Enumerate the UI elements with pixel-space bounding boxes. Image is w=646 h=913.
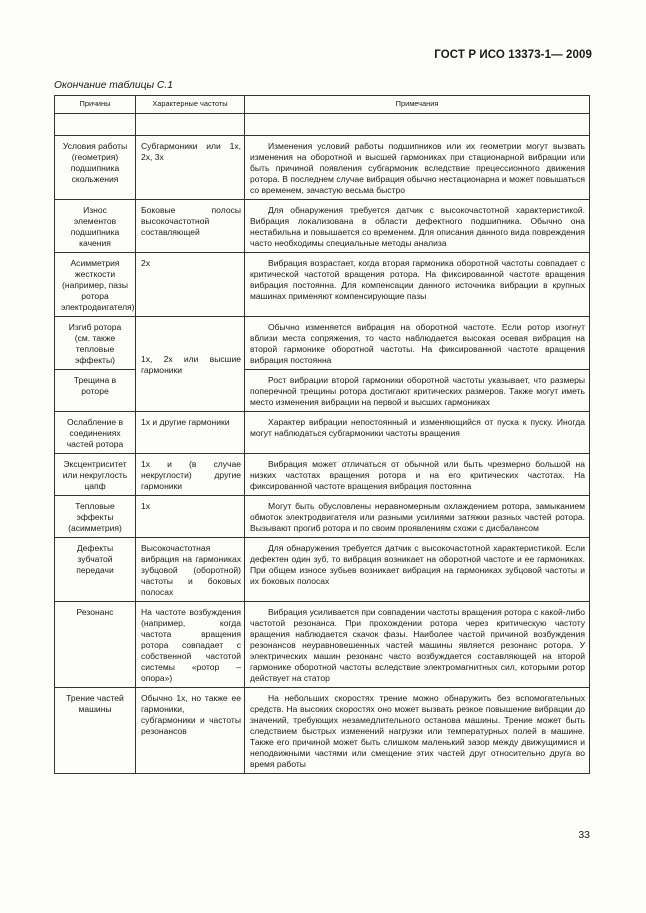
frequency-cell: На частоте возбуждения (например, когда частота вращения ротора совпадает с собственной частотой системы «ротор –опора») [136, 601, 245, 687]
cause-cell: Износ элементов подшипника качения [55, 199, 136, 252]
cause-cell: Тепловые эффекты (асимметрия) [55, 495, 136, 537]
note-cell: Обычно изменяется вибрация на оборотной частоте. Если ротор изогнут вблизи места сопряжения, то часто наблюдается высокая осевая вибрация на второй гармонике оборотной частоты. На фиксированной частоте вращения вибрация постоянна [245, 316, 590, 369]
frequency-cell: 1х и (в случае некруглости) другие гармоники [136, 453, 245, 495]
note-cell: Вибрация усиливается при совпадении частоты вращения ротора с какой-либо частотой резонанса. При прохождении ротора через критическую частоту вращения наблюдается скачок фазы. Наиболее частой причиной возбуждения резонансов неуравновешенных частей машины является резонанс ротора. У электрических машин резонанс часто возбуждается составляющей на второй гармонике оборотной частоты вследствие электромагнитных сил, которыми ротор действует на статор [245, 601, 590, 687]
table-row [55, 135, 590, 199]
table-row [55, 601, 590, 687]
frequency-cell: 2х [136, 252, 245, 316]
column-header-causes: Причины [55, 96, 136, 114]
cause-cell: Эксцентриситет или некруглость цапф [55, 453, 136, 495]
table-caption: Окончание таблицы С.1 [54, 80, 173, 91]
table-row [55, 495, 590, 537]
table-row [55, 453, 590, 495]
frequency-cell: 1х [136, 495, 245, 537]
cause-cell: Трещина в роторе [55, 369, 136, 411]
table-row [55, 252, 590, 316]
note-cell: Для обнаружения требуется датчик с высокочастотной характеристикой. Если дефектен один зуб, то вибрация возникает на оборотной частоте и ее гармониках. При общем износе зубьев возникает вибрация на гармониках зубцовой частоты и их боковых полосах [245, 537, 590, 601]
note-cell: Вибрация может отличаться от обычной или быть чрезмерно большой на низких частотах вращения ротора и на его критических частотах. На фиксированной частоте вращения вибрация постоянна [245, 453, 590, 495]
page-number: 33 [578, 829, 590, 841]
causes-table [54, 95, 590, 774]
table-row [55, 316, 590, 369]
note-cell: Для обнаружения требуется датчик с высокочастотной характеристикой. Вибрация локализована в области дефектного подшипника. Обычно она нестабильна и повышается со временем. Для описания данного вида повреждения часто необходимы специальные методы анализа [245, 199, 590, 252]
frequency-cell: Боковые полосы высокочастотной составляющей [136, 199, 245, 252]
frequency-cell: Субгармоники или 1х, 2х, 3х [136, 135, 245, 199]
cause-cell: Трение частей машины [55, 687, 136, 773]
note-cell: На небольших скоростях трение можно обнаружить без вспомогательных средств. На высоких скоростях оно может вызвать резкое повышение вибрации до значений, требующих незамедлительного останова машины. Трение может быть следствием быстрых изменений нагрузки или температурных полей в машине. Также его причиной может быть слишком маленький зазор между движущимися и неподвижными частями или смещение этих частей друг относительно друга во время работы [245, 687, 590, 773]
note-cell: Изменения условий работы подшипников или их геометрии могут вызвать изменения на оборотной и высшей гармониках при стационарной вибрации или быть причиной появления субгармоник вследствие прецессионного движения ротора. В последнем случае вибрация обычно нестационарна и может повышаться со временем, зачастую весьма быстро [245, 135, 590, 199]
cause-cell: Ослабление в соединениях частей ротора [55, 411, 136, 453]
table-row [55, 411, 590, 453]
note-cell: Характер вибрации непостоянный и изменяющийся от пуска к пуску. Иногда могут наблюдаться субгармоники частоты вращения [245, 411, 590, 453]
cause-cell: Условия работы (геометрия) подшипника скольжения [55, 135, 136, 199]
table-header-spacer [55, 113, 590, 135]
table-row [55, 687, 590, 773]
frequency-cell: Обычно 1х, но также ее гармоники, субгармоники и частоты резонансов [136, 687, 245, 773]
document-header: ГОСТ Р ИСО 13373-1— 2009 [434, 49, 592, 61]
cause-cell: Асимметрия жесткости (например, пазы ротора электродвигателя) [55, 252, 136, 316]
table-row [55, 199, 590, 252]
table-header-row [55, 96, 590, 114]
frequency-cell: Высокочастотная вибрация на гармониках зубцовой (оборотной) частоты и боковых полосах [136, 537, 245, 601]
frequency-cell: 1х, 2х или высшие гармоники [136, 316, 245, 411]
note-cell: Могут быть обусловлены неравномерным охлаждением ротора, замыканием обмоток электродвигателя или разными усилиями затяжки разных частей ротора. Вызывают прогиб ротора и по своим проявлениям схожи с дисбалансом [245, 495, 590, 537]
table-row [55, 537, 590, 601]
cause-cell: Дефекты зубчатой передачи [55, 537, 136, 601]
cause-cell: Резонанс [55, 601, 136, 687]
column-header-frequencies: Характерные частоты [136, 96, 245, 114]
note-cell: Вибрация возрастает, когда вторая гармоника оборотной частоты совпадает с критической частотой вращения ротора. На фиксированной частоте вращения вибрация постоянна. Для компенсации данного источника вибрации в крупных машинах применяют компенсирующие пазы [245, 252, 590, 316]
cause-cell: Изгиб ротора (см. также тепловые эффекты) [55, 316, 136, 369]
column-header-notes: Примечания [245, 96, 590, 114]
frequency-cell: 1х и другие гармоники [136, 411, 245, 453]
note-cell: Рост вибрации второй гармоники оборотной частоты указывает, что размеры поперечной трещины ротора достигают критических размеров. Также могут иметь место изменения вибрации на первой и высших гармониках [245, 369, 590, 411]
table-row [55, 369, 590, 411]
